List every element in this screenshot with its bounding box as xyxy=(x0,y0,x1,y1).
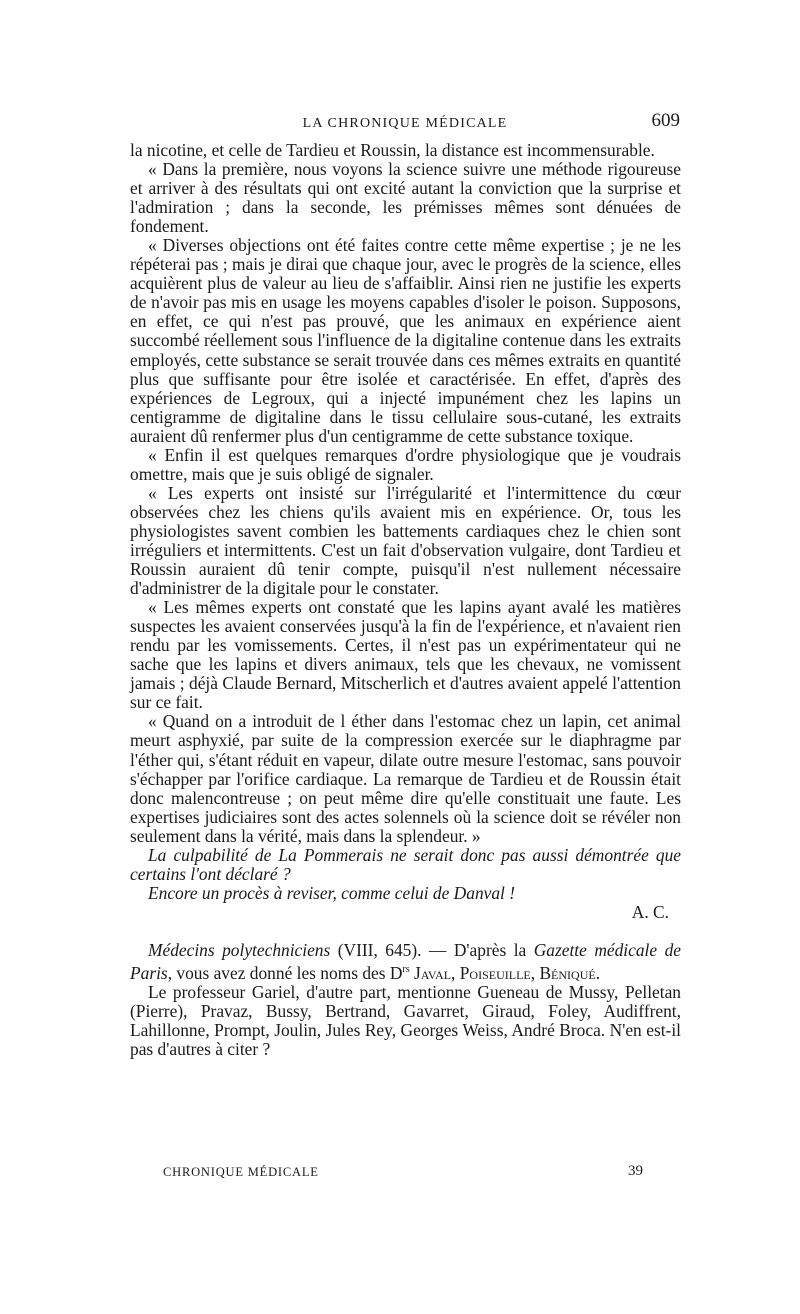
article-body xyxy=(130,141,681,1059)
running-title: LA CHRONIQUE MÉDICALE xyxy=(302,116,508,131)
paragraph-italic xyxy=(130,884,681,903)
paragraph-italic xyxy=(130,846,681,884)
question-reference: (VIII, 645). — D'après la xyxy=(330,939,534,960)
paragraph: « Quand on a introduit de l éther dans l'estomac chez un lapin, cet animal meurt asphyxié, par suite de la compression exercée sur le diaphragme par l'éther qui, s'étant réduit en vapeur, dilate outre mesure l'estomac, sans pouvoir s'échapper par l'orifice cardiaque. La remarque de Tardieu et de Roussin était donc malencontreuse ; on peut même dire qu'elle constituait une faute. Les expertises judiciaires sont des actes solennels où la science doit se révéler non seulement dans la vérité, mais dans la splendeur. » xyxy=(130,711,681,846)
paragraph: « Les mêmes experts ont constaté que les lapins ayant avalé les matières suspectes les avaient conservées jusqu'à la fin de l'expérience, et n'avaient rien rendu par les vomissements. Certes, il n'est pas un expérimentateur qui ne sache que les lapins et divers animaux, tels que les chevaux, ne vomissent jamais ; déjà Claude Bernard, Mitscherlich et d'autres avaient appelé l'attention sur ce fait. xyxy=(130,597,681,713)
paragraph: « Enfin il est quelques remarques d'ordre physiologique que je voudrais omettre, mais que je suis obligé de signaler. xyxy=(130,444,681,484)
paragraph-names: Le professeur Gariel, d'autre part, mentionne Gueneau de Mussy, Pelletan (Pierre), Pravaz, Bussy, Bertrand, Gavarret, Giraud, Foley, Audiffrent, Lahillonne, Prompt, Joulin, Jules Rey, Georges Weiss, André Broca. N'en est-il pas d'autres à citer ? xyxy=(130,981,681,1059)
page-number: 609 xyxy=(651,110,680,131)
name-poiseuille: Poiseuille xyxy=(459,962,531,983)
italic-text: Encore un procès à reviser, comme celui de Danval ! xyxy=(148,882,516,903)
paragraph: « Les experts ont insisté sur l'irrégularité et l'intermittence du cœur observées chez les chiens qu'ils avaient mis en expérience. Or, tous les physiologistes savent combien les battements cardiaques chez le chien sont irréguliers et intermittents. C'est un fait d'observation vulgaire, dont Tardieu et Roussin auraient dû tenir compte, puisqu'il n'est nullement nécessaire d'administrer de la digitale pour le constater. xyxy=(130,482,681,599)
journal-name: Gazette médicale de Paris xyxy=(130,939,681,983)
signature-mark: 39 xyxy=(628,1163,643,1179)
footer-journal: CHRONIQUE MÉDICALE xyxy=(163,1165,319,1179)
question-paragraph: Médecins polytechniciens (VIII, 645). — D'après la Gazette médicale de Paris, vous avez donné les noms des $D^{rs}$ Javal, Poiseuille, Béniqué. xyxy=(130,939,681,983)
question-title: Médecins polytechniciens xyxy=(148,939,331,960)
paragraph: la nicotine, et celle de Tardieu et Roussin, la distance est incommensurable. xyxy=(130,140,655,160)
name-benique: Béniqué xyxy=(539,962,596,983)
question-text: , vous avez donné les noms des D xyxy=(167,962,403,983)
signature: A. C. xyxy=(631,901,669,922)
page-header xyxy=(130,110,680,136)
paragraph: « Dans la première, nous voyons la science suivre une méthode rigoureuse et arriver à des résultats qui ont excité autant la conviction que la surprise et l'admiration ; dans la seconde, les prémisses mêmes sont dénuées de fondement. xyxy=(130,159,681,237)
paragraph: « Diverses objections ont été faites contre cette même expertise ; je ne les répéterai pas ; mais je dirai que chaque jour, avec le progrès de la science, elles acquièrent plus de valeur au lieu de s'affaiblir. Ainsi rien ne justifie les experts de n'avoir pas mis en usage les moyens capables d'isoler le poison. Supposons, en effet, ce qui n'est pas prouvé, que les animaux en expérience aient succombé réellement sous l'influence de la digitaline contenue dans les extraits employés, cette substance se serait trouvée dans ces mêmes extraits en quantité plus que suffisante pour être isolée et caractérisée. En effet, d'après des expériences de Legroux, qui a injecté impunément chez les lapins un centigramme de digitaline dans le tissu cellulaire sous-cutané, les extraits auraient dû renfermer plus d'un centigramme de cette substance toxique. xyxy=(130,235,681,446)
italic-text: La culpabilité de La Pommerais ne serait donc pas aussi démontrée que certains l'ont déclaré ? xyxy=(130,844,681,884)
doctors-superscript: rs xyxy=(402,963,410,975)
name-javal: Javal xyxy=(414,962,452,983)
